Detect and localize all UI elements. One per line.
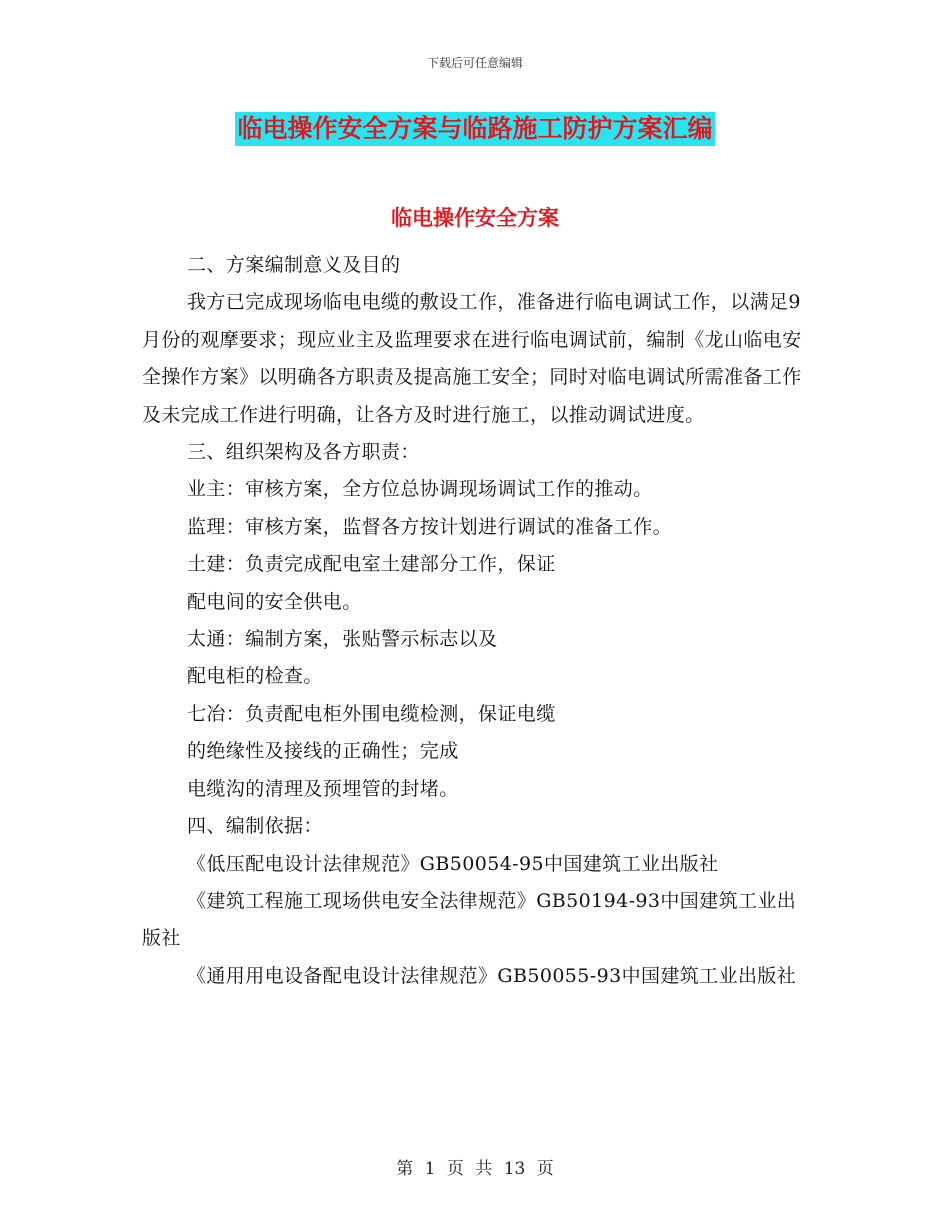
duty-civil: 土建：负责完成配电室土建部分工作，保证 <box>187 553 556 576</box>
basis-item-2: 《建筑工程施工现场供电安全法律规范》GB50194-93中国建筑工业出版社 <box>142 889 797 950</box>
section-title: 临电操作安全方案 <box>391 206 559 230</box>
basis-item-3: 《通用用电设备配电设计法律规范》GB50055-93中国建筑工业出版社 <box>187 964 797 987</box>
duty-qiye-cont-1: 的绝缘性及接线的正确性；完成 <box>187 740 459 763</box>
duty-taitong-cont: 配电柜的检查。 <box>187 665 323 688</box>
page-header-note: 下载后可任意编辑 <box>426 56 523 70</box>
document-title <box>0 112 950 146</box>
heading-basis: 四、编制依据： <box>187 815 323 838</box>
duty-qiye-cont-2: 电缆沟的清理及预埋管的封堵。 <box>187 777 459 800</box>
duty-qiye: 七冶：负责配电柜外围电缆检测，保证电缆 <box>187 702 556 725</box>
heading-organization: 三、组织架构及各方职责： <box>187 441 420 464</box>
basis-item-1: 《低压配电设计法律规范》GB50054-95中国建筑工业出版社 <box>187 852 719 875</box>
document-body <box>142 247 802 995</box>
duty-civil-cont: 配电间的安全供电。 <box>187 590 362 613</box>
heading-purpose: 二、方案编制意义及目的 <box>187 254 401 276</box>
duty-owner: 业主：审核方案，全方位总协调现场调试工作的推动。 <box>187 478 653 501</box>
duty-supervisor: 监理：审核方案，监督各方按计划进行调试的准备工作。 <box>187 515 673 538</box>
duty-taitong: 太通：编制方案，张贴警示标志以及 <box>187 628 498 651</box>
page-number: 第 1 页 共 13 页 <box>396 1159 554 1179</box>
paragraph-purpose: 我方已完成现场临电电缆的敷设工作，准备进行临电调试工作，以满足9月份的观摩要求；现应业主及监理要求在进行临电调试前，编制《龙山临电安全操作方案》以明确各方职责及提高施工安全；同时对临电调试所需准备工作及未完成工作进行明确，让各方及时进行施工，以推动调试进度。 <box>142 291 802 426</box>
document-title-text: 临电操作安全方案与临路施工防护方案汇编 <box>235 112 714 146</box>
